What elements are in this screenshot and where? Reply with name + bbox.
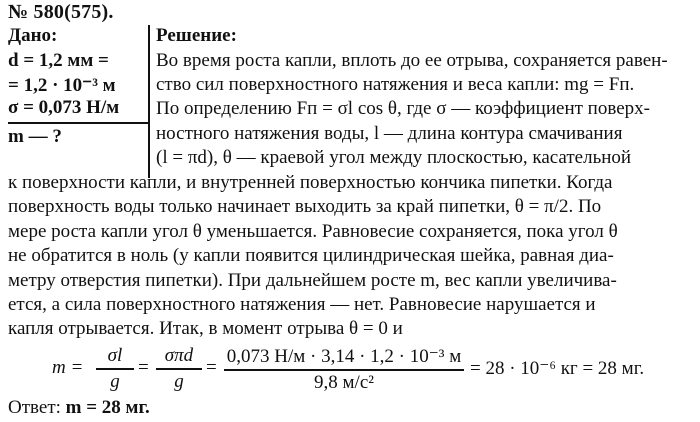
- solution-line: ство сил поверхностного натяжения и веса капли: mg = Fп.: [156, 74, 635, 95]
- solution-line: не обратится в ноль (у капли появится цилиндрическая шейка, равная диа-: [8, 245, 614, 266]
- formula-equals: =: [206, 357, 217, 378]
- answer: [8, 397, 150, 419]
- solution-line: к поверхности капли, и внутренней поверхностью кончика пипетки. Когда: [8, 172, 613, 193]
- fraction-bar: [224, 369, 464, 371]
- solution-line: мере роста капли угол θ уменьшается. Равновесие сохраняется, пока угол θ: [8, 221, 618, 242]
- fraction-denominator: g: [174, 370, 184, 392]
- solution-line: ется, а сила поверхностного натяжения — нет. Равновесие нарушается и: [8, 294, 596, 315]
- solution-header: Решение:: [156, 25, 237, 46]
- fraction-numerator: σπd: [164, 345, 194, 366]
- given-sigma: σ = 0,073 Н/м: [8, 97, 120, 118]
- formula-result: = 28 · 10⁻⁶ кг = 28 мг.: [470, 358, 645, 379]
- solution-line: (l = πd), θ — краевой угол между плоскостью, касательной: [156, 147, 632, 168]
- fraction-numerator: 0,073 Н/м · 3,14 · 1,2 · 10⁻³ м: [226, 346, 462, 367]
- solution-line: метру отверстия пипетки). При дальнейшем росте m, вес капли увеличива-: [8, 270, 617, 291]
- solution-line: По определению Fп = σl cos θ, где σ — коэффициент поверх-: [156, 98, 650, 119]
- solution-line: ностного натяжения воды, l — длина контура смачивания: [156, 123, 623, 144]
- answer-label: Ответ:: [8, 397, 61, 418]
- solution-line: Во время роста капли, вплоть до ее отрыва, сохраняется равен-: [156, 50, 668, 71]
- given-diameter: d = 1,2 мм =: [8, 50, 109, 71]
- fraction-numerator: σl: [107, 345, 123, 366]
- fraction-denominator: 9,8 м/с²: [314, 371, 374, 393]
- fraction-bar: [96, 368, 134, 370]
- given-header: Дано:: [8, 25, 58, 46]
- solution-line: поверхность воды только начинает выходить за край пипетки, θ = π/2. По: [8, 196, 602, 217]
- given-divider: [8, 122, 149, 124]
- mass-formula: [0, 345, 700, 393]
- fraction-sigma-pi-d-over-g: [156, 345, 202, 393]
- fraction-bar: [156, 368, 202, 370]
- problem-number: № 580(575).: [8, 1, 114, 23]
- formula-lhs: m =: [52, 357, 84, 378]
- fraction-denominator: g: [110, 370, 120, 392]
- solution-line: капля отрывается. Итак, в момент отрыва θ = 0 и: [8, 318, 403, 339]
- given-diameter-si: = 1,2 · 10⁻³ м: [8, 75, 116, 96]
- fraction-numeric: [224, 345, 464, 394]
- given-find: m — ?: [8, 126, 62, 147]
- answer-value: m = 28 мг.: [65, 397, 150, 418]
- given-vertical-divider: [148, 25, 150, 178]
- formula-equals: =: [138, 357, 149, 378]
- fraction-sigma-l-over-g: [96, 345, 134, 393]
